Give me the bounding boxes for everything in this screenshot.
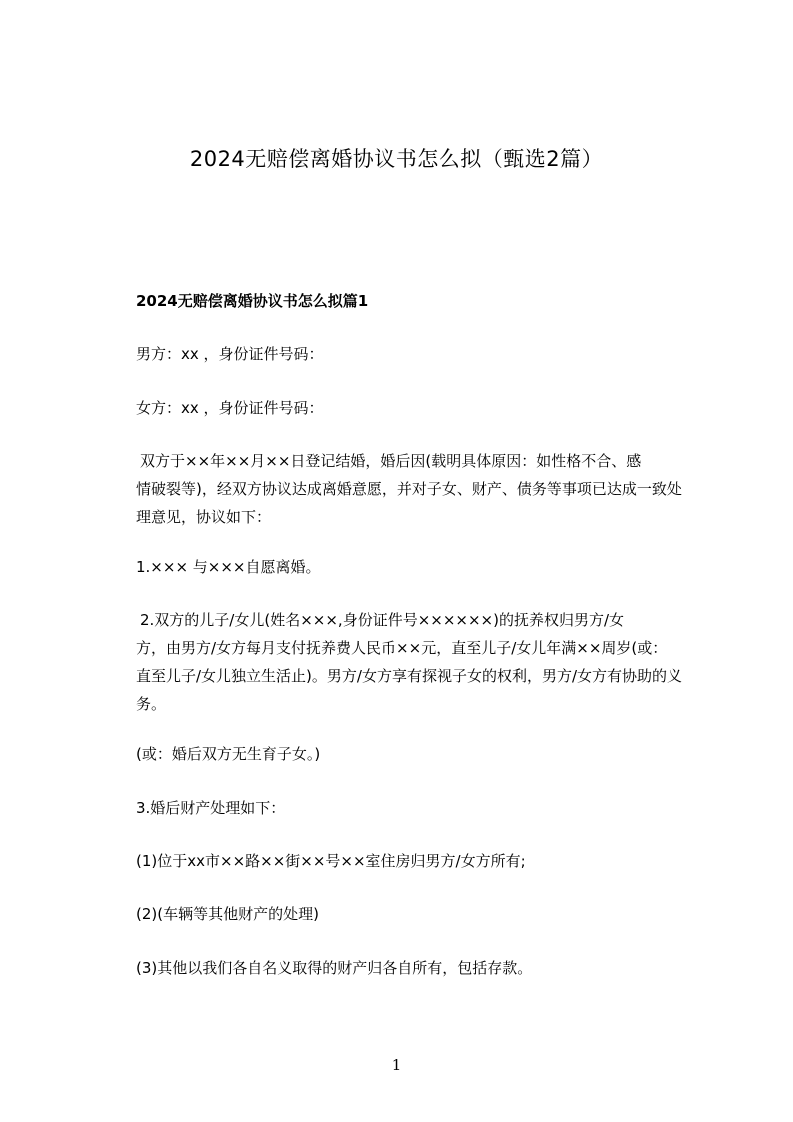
clause-2-paragraph	[136, 606, 706, 718]
clause-3-item: (2)(车辆等其他财产的处理)	[136, 905, 319, 923]
document-title: 2024无赔偿离婚协议书怎么拟（甄选2篇）	[189, 147, 604, 171]
clause-3: 3.婚后财产处理如下：	[136, 799, 286, 817]
clause-3-item: (1)位于xx市××路××街××号××室住房归男方/女方所有;	[136, 852, 526, 870]
clause-2-line: 方，由男方/女方每月支付抚养费人民币××元，直至儿子/女儿年满××周岁(或：	[136, 639, 668, 657]
clause-3-item: (3)其他以我们各自名义取得的财产归各自所有，包括存款。	[136, 959, 533, 977]
intro-line: 理意见，协议如下：	[136, 508, 272, 526]
page-number: 1	[391, 1056, 402, 1074]
clause-1: 1.××× 与×××自愿离婚。	[136, 558, 321, 576]
section-heading: 2024无赔偿离婚协议书怎么拟篇1	[136, 292, 369, 310]
intro-line: 情破裂等)，经双方协议达成离婚意愿，并对子女、财产、债务等事项已达成一致处	[136, 480, 682, 498]
clause-2-line: 务。	[136, 695, 167, 713]
clause-2-line: 2.双方的儿子/女儿(姓名×××,身份证件号××××××)的抚养权归男方/女	[140, 611, 625, 629]
clause-2-alternative: (或：婚后双方无生育子女。)	[136, 745, 321, 763]
intro-paragraph	[136, 447, 706, 531]
male-party-line: 男方：xx ，身份证件号码：	[136, 345, 324, 363]
female-party-line: 女方：xx ，身份证件号码：	[136, 399, 324, 417]
intro-line: 双方于××年××月××日登记结婚，婚后因(载明具体原因：如性格不合、感	[140, 452, 642, 470]
clause-2-line: 直至儿子/女儿独立生活止)。男方/女方享有探视子女的权利，男方/女方有协助的义	[136, 667, 683, 685]
